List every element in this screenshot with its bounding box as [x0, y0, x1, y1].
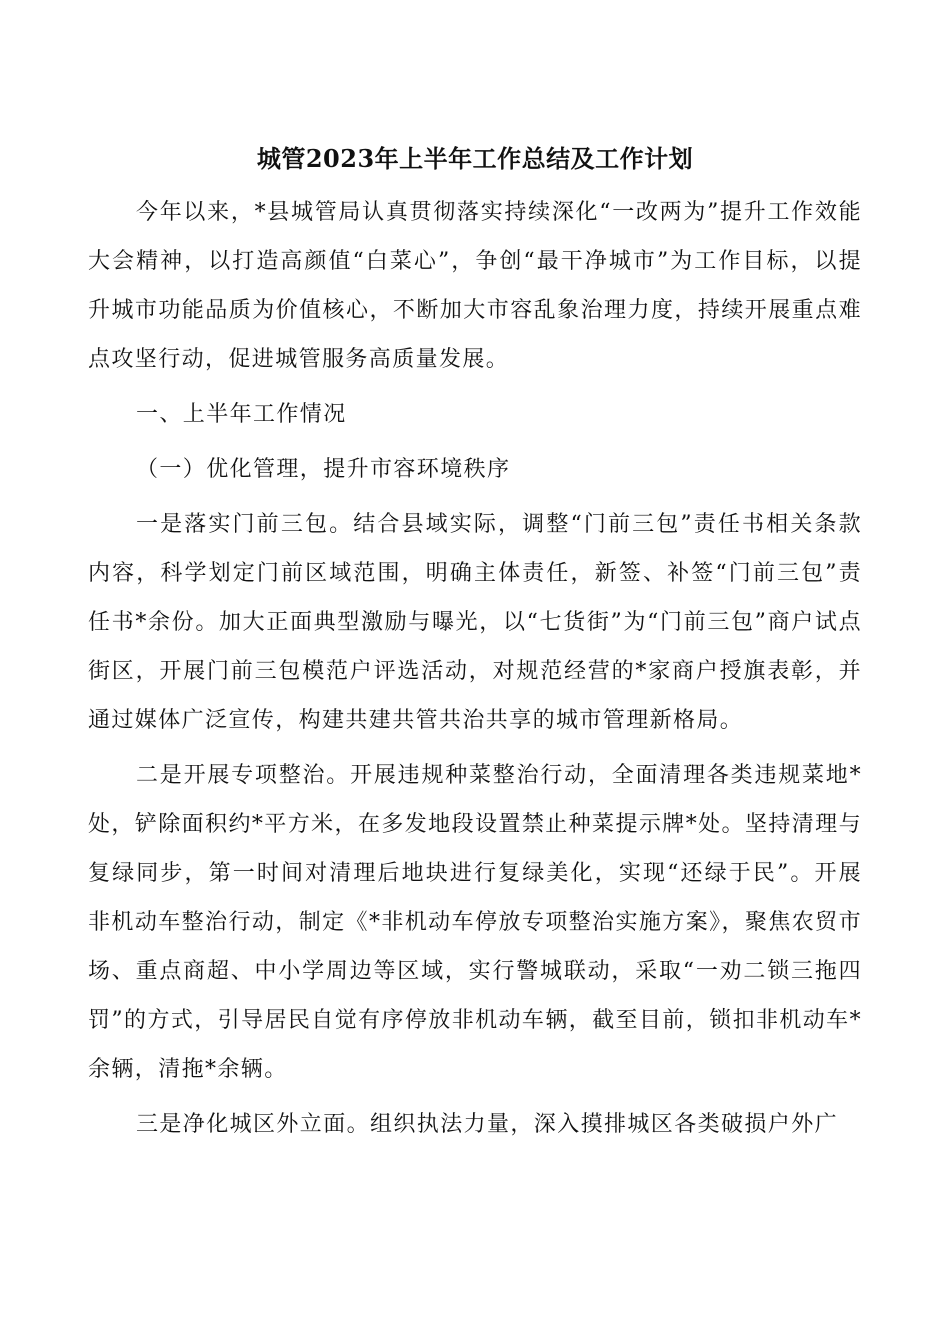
document-body [88, 188, 862, 1149]
subsection-heading: （一）优化管理，提升市容环境秩序 [136, 457, 511, 482]
paragraph-special-rectification: 二是开展专项整治。开展违规种菜整治行动，全面清理各类违规菜地*处，铲除面积约*平方米，在多发地段设置禁止种菜提示牌*处。坚持清理与复绿同步，第一时间对清理后地块进行复绿美化，实现“还绿于民”。开展非机动车整治行动，制定《*非机动车停放专项整治实施方案》，聚焦农贸市场、重点商超、中小学周边等区域，实行警城联动，采取“一劝二锁三拖四罚”的方式，引导居民自觉有序停放非机动车辆，截至目前，锁扣非机动车*余辆，清拖*余辆。 [88, 763, 862, 1082]
section-heading: 一、上半年工作情况 [136, 402, 347, 427]
paragraph-door-three-guarantees: 一是落实门前三包。结合县域实际，调整“门前三包”责任书相关条款内容，科学划定门前区域范围，明确主体责任，新签、补签“门前三包”责任书*余份。加大正面典型激励与曝光，以“七货街”为“门前三包”商户试点街区，开展门前三包模范户评选活动，对规范经营的*家商户授旗表彰，并通过媒体广泛宣传，构建共建共管共治共享的城市管理新格局。 [88, 512, 862, 733]
intro-paragraph: 今年以来，*县城管局认真贯彻落实持续深化“一改两为”提升工作效能大会精神，以打造高颜值“白菜心”，争创“最干净城市”为工作目标，以提升城市功能品质为价值核心，不断加大市容乱象治理力度，持续开展重点难点攻坚行动，促进城管服务高质量发展。 [88, 200, 862, 372]
paragraph-facade-cleanup: 三是净化城区外立面。组织执法力量，深入摸排城区各类破损户外广 [136, 1112, 839, 1137]
document-title: 城管2023年上半年工作总结及工作计划 [256, 144, 694, 173]
